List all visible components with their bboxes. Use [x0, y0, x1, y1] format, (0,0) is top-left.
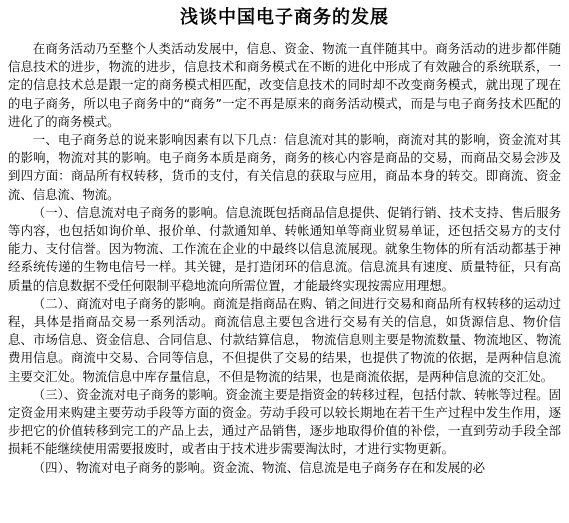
paragraph-intro: 在商务活动乃至整个人类活动发展中，信息、资金、物流一直伴随其中。商务活动的进步都伴随信息技术的进步，物流的进步，信息技术和商务模式在不断的进化中形成了有效融合的系统联系，一定的信息技术总是跟一定的商务模式相匹配，改变信息技术的同时却不改变商务模式，就出现了现在的电子商务，所以电子商务中的“商务”一定不再是原来的商务活动模式，而是与电子商务技术匹配的进化了的商务模式。 [8, 41, 561, 129]
paragraph-information-flow: （一）、信息流对电子商务的影响。信息流既包括商品信息提供、促销行销、技术支持、售后服务等内容，也包括如询价单、报价单、付款通知单、转帐通知单等商业贸易单证，还包括交易方的支付能力、支付信誉。因为物流、工作流在企业的中最终以信息流展现。就象生物体的所有活动都基于神经系统传递的生物电信号一样。其关键，是打造闭环的信息流。信息流具有速度、质量特征，只有高质量的信息数据不受任何限制平稳地流向所需位置，才能最终实现按需应用理想。 [8, 204, 561, 293]
document-title: 浅谈中国电子商务的发展 [180, 7, 389, 28]
paragraph-factors: 一、电子商务总的说来影响因素有以下几点：信息流对其的影响，商流对其的影响，资金流对其的影响，物流对其的影响。电子商务本质是商务，商务的核心内容是商品的交易，而商品交易会涉及到四方面：商品所有权转移，货币的支付，有关信息的获取与应用，商品本身的转交。即商流、资金流、信息流、物流。 [8, 132, 561, 202]
paragraph-capital-flow: （三）、资金流对电子商务的影响。资金流主要是指资金的转移过程，包括付款、转帐等过程。固定资金用来购建主要劳动手段等方面的资金。劳动手段可以较长期地在若干生产过程中发生作用，逐步把它的价值转移到完工的产品上去，通过产品销售，逐步地取得价值的补偿，一直到劳动手段全部损耗不能继续使用需要报废时，或者由于技术进步需要淘汰时，才进行实物更新。 [8, 386, 561, 457]
document-body [8, 40, 561, 477]
paragraph-commerce-flow: （二）、商流对电子商务的影响。商流是指商品在购、销之间进行交易和商品所有权转移的运动过程，具体是指商品交易一系列活动。商流信息主要包含进行交易有关的信息，如货源信息、物价信息、市场信息、资金信息、合同信息、付款结算信息， 物流信息则主要是物流数量、物流地区、物流费用信息。商流中交易、合同等信息，不但提供了交易的结果，也提供了物流的依据，是两种信息流主要交汇处。物流信息中库存量信息，不但是物流的结果，也是商流依据，是两种信息流的交汇处。 [8, 295, 561, 384]
paragraph-logistics-flow: （四）、物流对电子商务的影响。资金流、物流、信息流是电子商务存在和发展的必 [32, 459, 486, 475]
